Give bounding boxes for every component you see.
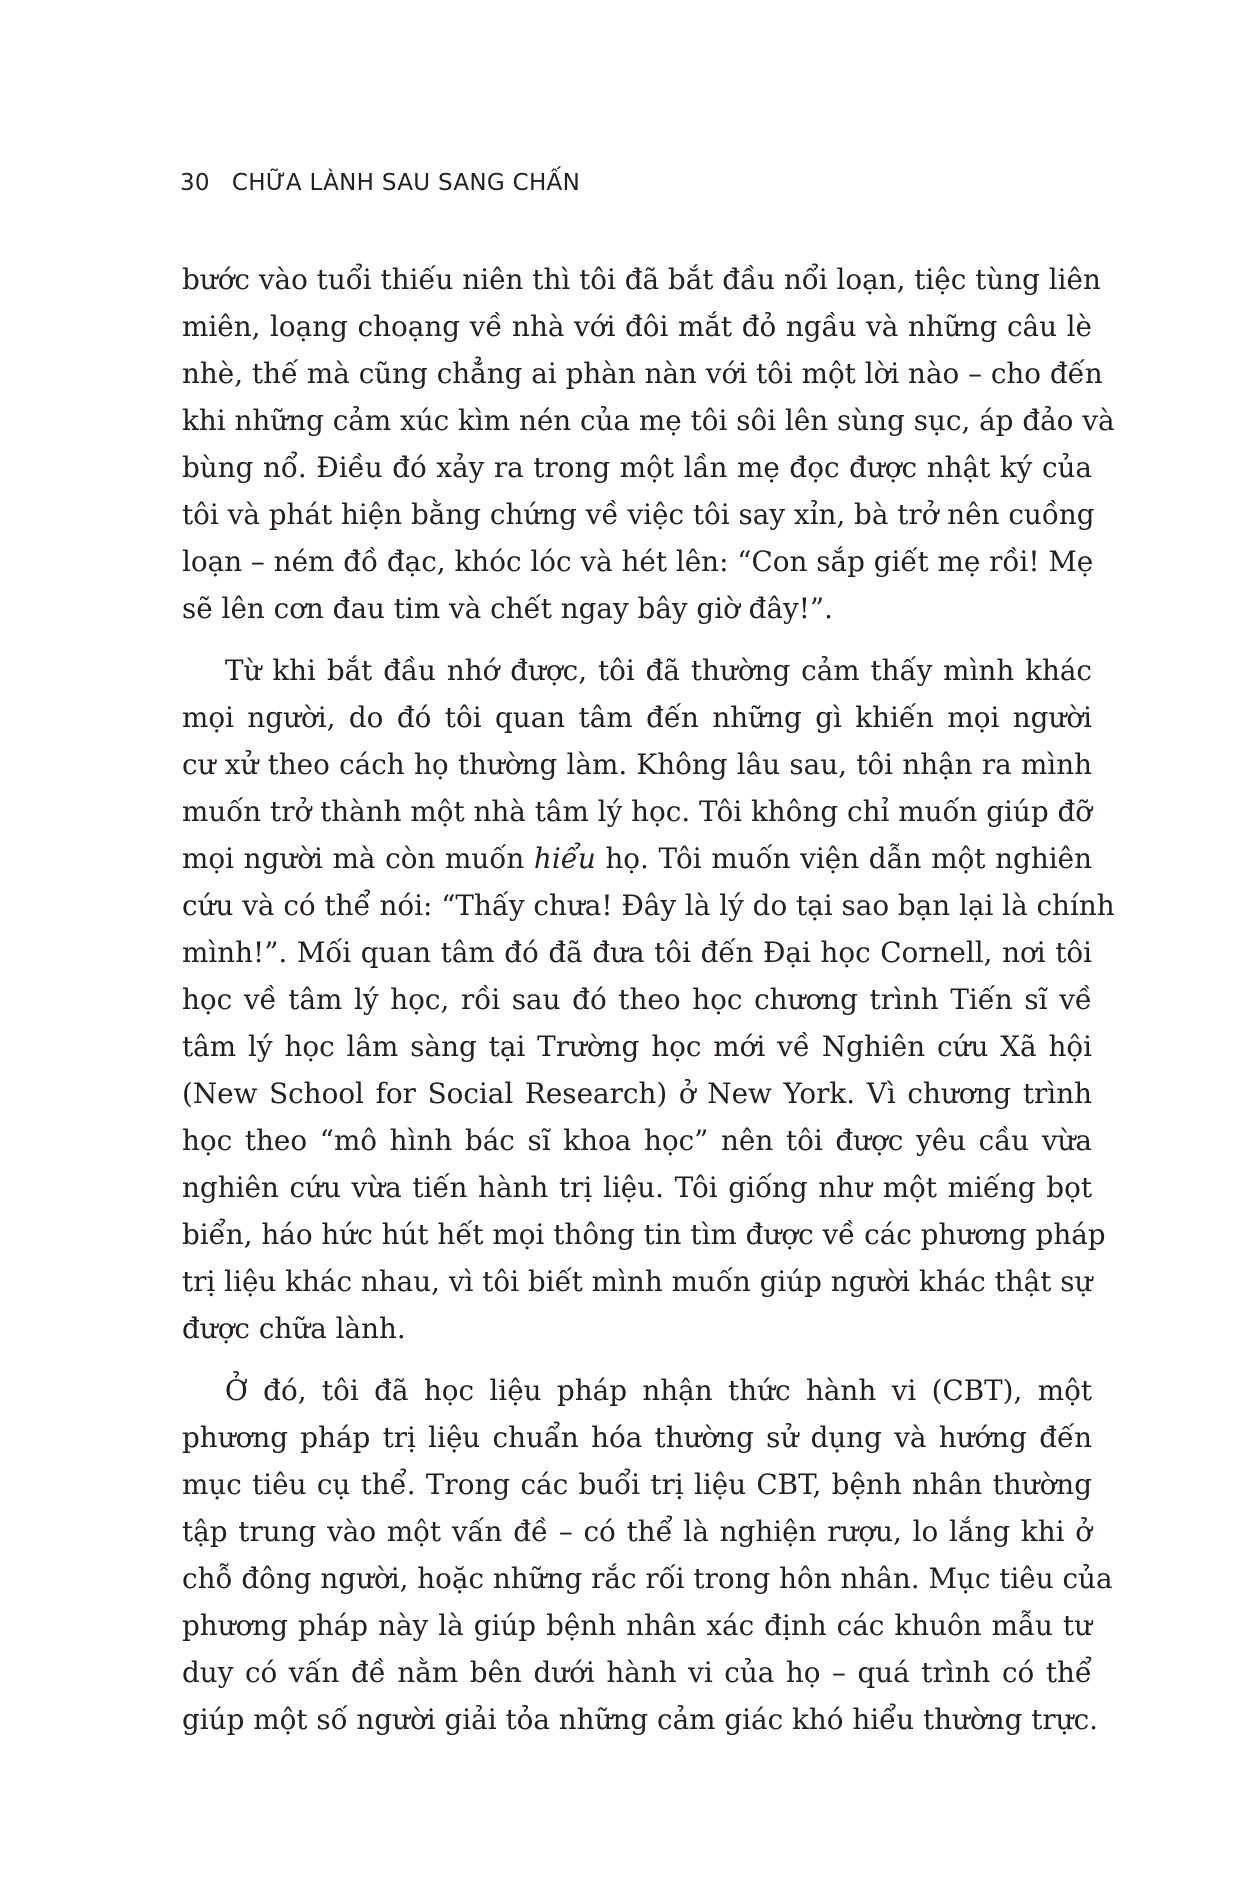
text-line: mình!”. Mối quan tâm đó đã đưa tôi đến Đại học Cornell, nơi tôi [182, 936, 1092, 969]
text-line: khi những cảm xúc kìm nén của mẹ tôi sôi lên sùng sục, áp đảo và [182, 404, 1115, 437]
text-line: được chữa lành. [182, 1312, 406, 1345]
paragraph-1 [182, 256, 1115, 632]
emphasized-word: hiểu [533, 842, 596, 875]
text-line: chỗ đông người, hoặc những rắc rối trong hôn nhân. Mục tiêu của [182, 1562, 1113, 1595]
text-line: tâm lý học lâm sàng tại Trường học mới về Nghiên cứu Xã hội [182, 1030, 1092, 1063]
paragraph-2 [182, 647, 1115, 1352]
text-line: phương pháp trị liệu chuẩn hóa thường sử dụng và hướng đến [182, 1421, 1092, 1454]
paragraph-3 [182, 1367, 1113, 1743]
text-line: miên, loạng choạng về nhà với đôi mắt đỏ ngầu và những câu lè [182, 310, 1092, 343]
text-line: bùng nổ. Điều đó xảy ra trong một lần mẹ đọc được nhật ký của [182, 451, 1092, 484]
text-line: loạn – ném đồ đạc, khóc lóc và hét lên: “Con sắp giết mẹ rồi! Mẹ [182, 545, 1094, 578]
text-line: Từ khi bắt đầu nhớ được, tôi đã thường cảm thấy mình khác [225, 654, 1092, 687]
text-line: cư xử theo cách họ thường làm. Không lâu sau, tôi nhận ra mình [182, 748, 1092, 781]
page-number: 30 [180, 170, 210, 196]
text-line: (New School for Social Research) ở New York. Vì chương trình [182, 1077, 1092, 1110]
running-head [180, 170, 580, 196]
text-line: học theo “mô hình bác sĩ khoa học” nên tôi được yêu cầu vừa [182, 1124, 1092, 1157]
text-line: mọi người, do đó tôi quan tâm đến những gì khiến mọi người [182, 701, 1092, 734]
text-line: nghiên cứu vừa tiến hành trị liệu. Tôi giống như một miếng bọt [182, 1171, 1092, 1204]
text-line: Ở đó, tôi đã học liệu pháp nhận thức hành vi (CBT), một [225, 1374, 1092, 1407]
text-line: trị liệu khác nhau, vì tôi biết mình muốn giúp người khác thật sự [182, 1265, 1093, 1298]
text-line: biển, háo hức hút hết mọi thông tin tìm được về các phương pháp [182, 1218, 1106, 1251]
text-line: tập trung vào một vấn đề – có thể là nghiện rượu, lo lắng khi ở [182, 1515, 1092, 1548]
text-line: phương pháp này là giúp bệnh nhân xác định các khuôn mẫu tư [182, 1609, 1092, 1642]
text-line: tôi và phát hiện bằng chứng về việc tôi say xỉn, bà trở nên cuồng [182, 498, 1095, 531]
text-line: mục tiêu cụ thể. Trong các buổi trị liệu CBT, bệnh nhân thường [182, 1468, 1092, 1501]
text-line-with-emphasis [182, 835, 1092, 882]
text-segment: họ. Tôi muốn viện dẫn một nghiên [595, 842, 1092, 875]
text-line: giúp một số người giải tỏa những cảm giác khó hiểu thường trực. [182, 1703, 1098, 1736]
text-line: cứu và có thể nói: “Thấy chưa! Đây là lý do tại sao bạn lại là chính [182, 889, 1115, 922]
text-line: muốn trở thành một nhà tâm lý học. Tôi không chỉ muốn giúp đỡ [182, 795, 1092, 828]
text-line: duy có vấn đề nằm bên dưới hành vi của họ – quá trình có thể [182, 1656, 1092, 1689]
text-line: bước vào tuổi thiếu niên thì tôi đã bắt đầu nổi loạn, tiệc tùng liên [182, 263, 1101, 296]
text-line: sẽ lên cơn đau tim và chết ngay bây giờ đây!”. [182, 592, 833, 625]
text-segment: mọi người mà còn muốn [182, 842, 534, 875]
text-line: học về tâm lý học, rồi sau đó theo học chương trình Tiến sĩ về [182, 983, 1092, 1016]
body-text [182, 256, 1115, 1743]
text-line: nhè, thế mà cũng chẳng ai phàn nàn với tôi một lời nào – cho đến [182, 357, 1103, 390]
book-title: CHỮA LÀNH SAU SANG CHẤN [231, 170, 581, 196]
